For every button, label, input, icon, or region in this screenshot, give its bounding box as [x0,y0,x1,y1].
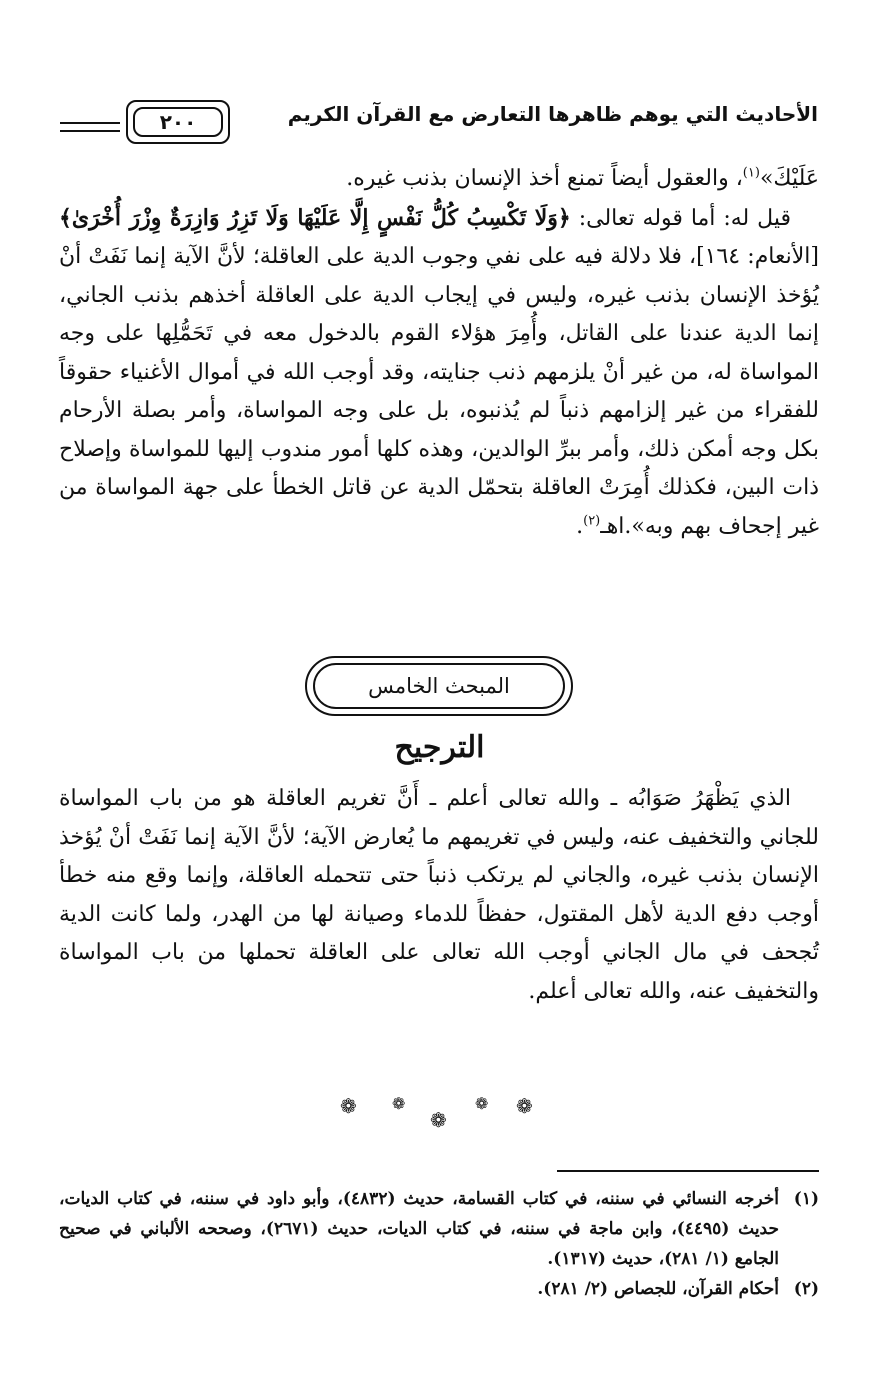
intro-quote-end: عَلَيْكَ» [759,166,819,191]
header-rule [60,130,120,132]
flower-ornament-icon: ❁ [516,1094,533,1118]
reply-paragraph [59,199,819,547]
page-number: ٢٠٠ [133,107,223,137]
footnote-ref-1[interactable]: (١) [742,165,760,181]
flower-ornament-icon: ❁ [392,1094,406,1113]
body-text-upper [59,160,819,546]
footnote-mark: (٢) [793,1279,819,1299]
ornament-divider [0,1094,879,1144]
reply-lead: قيل له: أما قوله تعالى: [570,205,791,231]
intro-rest: ، والعقول أيضاً تمنع أخذ الإنسان بذنب غيره. [346,166,743,191]
flower-ornament-icon: ❁ [475,1094,489,1113]
section-heading: الترجيح [394,730,485,765]
body-text-lower [59,780,819,1011]
page-number-frame [126,100,230,144]
footnotes [59,1184,819,1304]
footnote-text: أحكام القرآن، للجصاص (٢/ ٢٨١). [537,1279,779,1299]
flower-ornament-icon: ❁ [340,1094,357,1118]
section-box [305,656,573,716]
running-header [60,98,818,148]
flower-ornament-icon: ❁ [430,1108,447,1132]
header-title: الأحاديث التي يوهم ظاهرها التعارض مع القرآن الكريم [287,102,818,126]
conclusion-paragraph: الذي يَظْهَرُ صَوَابُه ـ والله تعالى أعلم ـ أَنَّ تغريم العاقلة هو من باب المواساة للجاني والتخفيف عنه، وليس في تغريمهم ما يُعارض الآية؛ لأنَّ الآية إنما نَفَتْ أنْ يُؤخذ الإنسان بذنب غيره، والجاني لم يرتكب ذنباً حتى تتحمله العاقلة، وإنما وقع منه خطأ أوجب دفع الدية لأهل المقتول، حفظاً للدماء وصيانة لها من الهدر، ولما كانت الدية تُجحف في مال الجاني أوجب الله تعالى على العاقلة تحملها من باب المواساة والتخفيف عنه، والله تعالى أعلم. [59,786,819,1004]
footnote-2 [59,1274,819,1304]
quran-verse: ﴿وَلَا تَكْسِبُ كُلُّ نَفْسٍ إِلَّا عَلَيْهَا وَلَا تَزِرُ وَازِرَةٌ وِزْرَ أُخْرَىٰ﴾ [59,204,571,231]
footnote-separator [557,1170,819,1172]
footnote-mark: (١) [793,1189,819,1209]
footnote-1 [59,1184,819,1274]
header-rule [60,122,120,124]
reply-end: . [576,513,584,539]
intro-paragraph [59,160,819,199]
footnote-ref-2[interactable]: (٢) [583,513,601,529]
reply-text: [الأنعام: ١٦٤]، فلا دلالة فيه على نفي وجوب الدية على العاقلة؛ لأنَّ الآية إنما نَفَتْ أنْ يُؤخذ الإنسان بذنب غيره، وليس في إيجاب الدية على العاقلة أخذهم بذنب الجاني، إنما الدية عندنا على القاتل، وأُمِرَ هؤلاء القوم بالدخول معه في تَحَمُّلِها على وجه المواساة له، من غير أنْ يلزمهم ذنب جنايته، وقد أوجب الله في أموال الأغنياء حقوقاً للفقراء من غير إلزامهم ذنباً لم يُذنبوه، بل على وجه المواساة، وأمر بصلة الأرحام بكل وجه أمكن ذلك، وأمر ببرِّ الوالدين، وهذه كلها أمور مندوب إليها للمواساة وإصلاح ذات البين، فكذلك أُمِرَتْ العاقلة بتحمّل الدية عن قاتل الخطأ على جهة المواساة من غير إجحاف بهم وبه».اهـ [59,244,819,539]
section-label: المبحث الخامس [313,663,565,709]
footnote-text: أخرجه النسائي في سننه، في كتاب القسامة، حديث (٤٨٣٢)، وأبو داود في سننه، في كتاب الديات، حديث (٤٤٩٥)، وابن ماجة في سننه، في كتاب الديات، حديث (٢٦٧١)، وصححه الألباني في صحيح الجامع (١/ ٢٨١)، حديث (١٣١٧). [59,1189,779,1269]
